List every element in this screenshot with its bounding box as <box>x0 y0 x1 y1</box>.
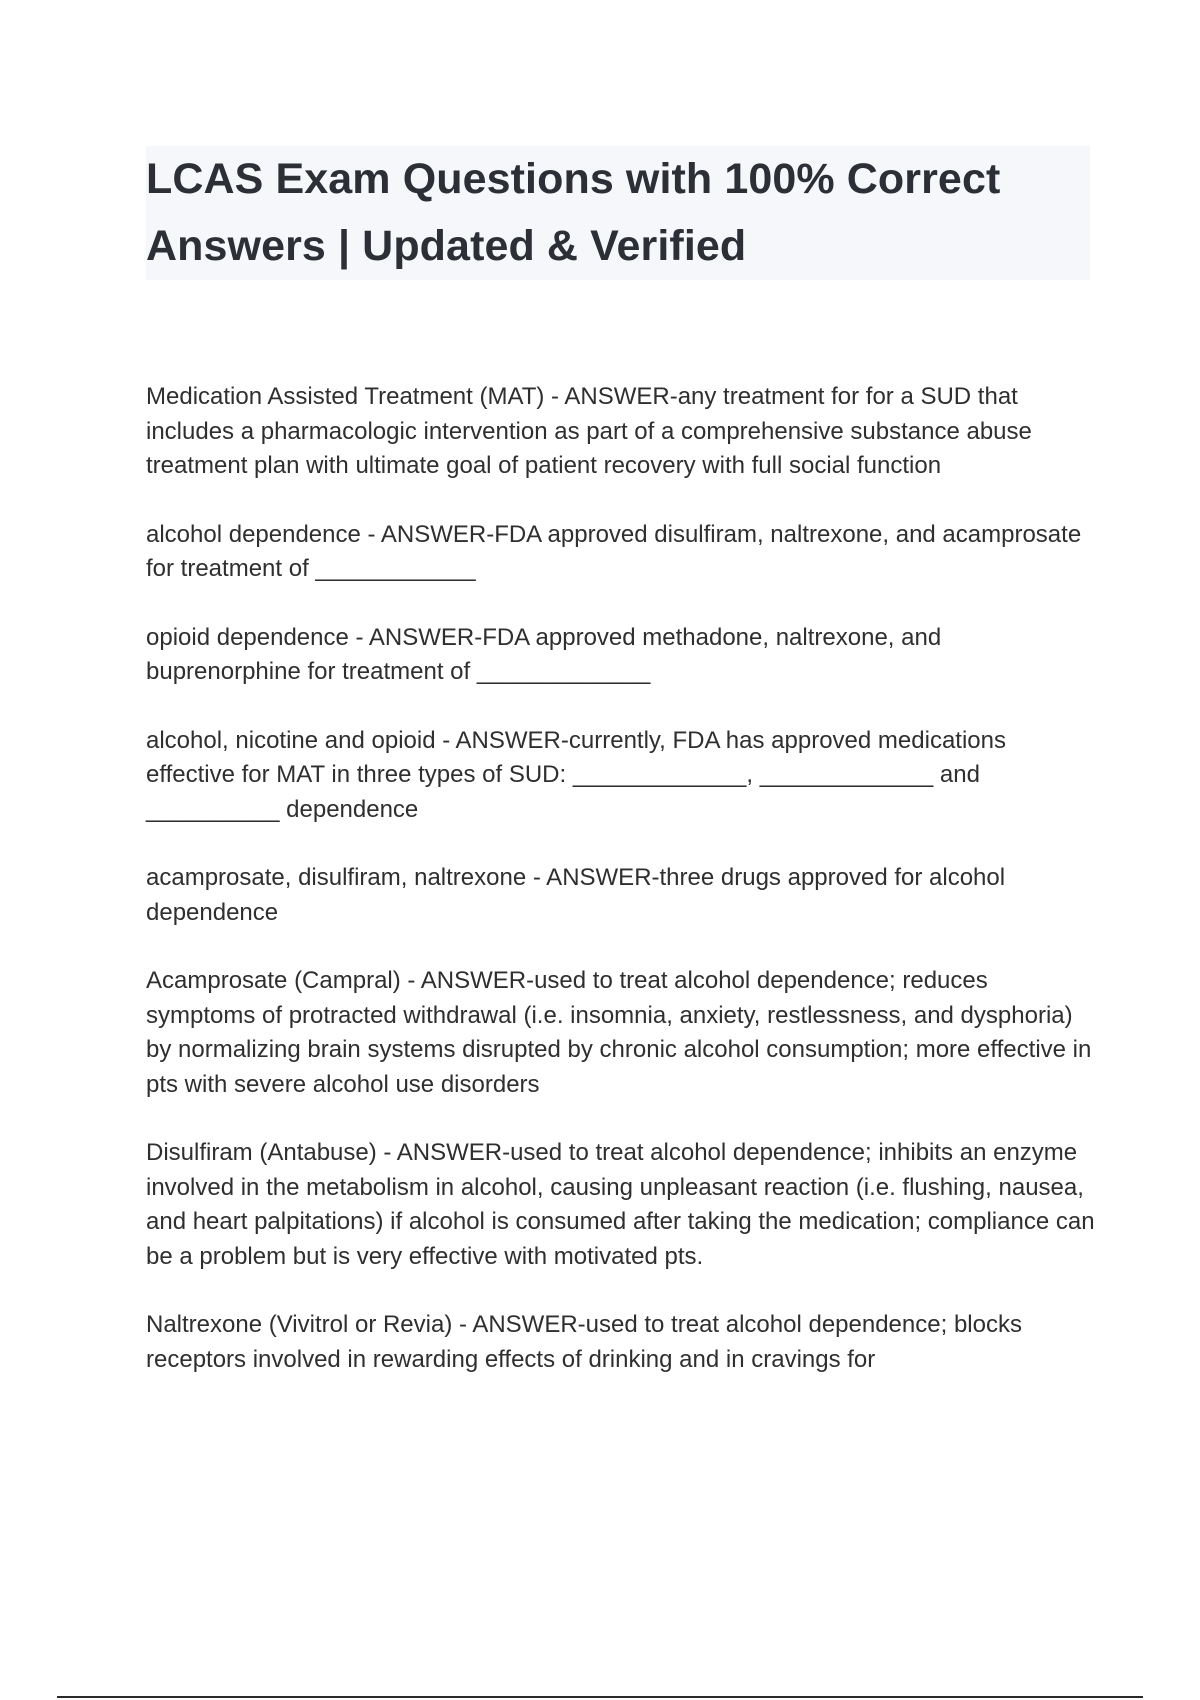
qa-entry-opioid-dependence: opioid dependence - ANSWER-FDA approved methadone, naltrexone, and buprenorphine for treatment of _____________ <box>146 623 942 685</box>
qa-entry-acamprosate: Acamprosate (Campral) - ANSWER-used to treat alcohol dependence; reduces symptoms of protracted withdrawal (i.e. insomnia, anxiety, restlessness, and dysphoria) by normalizing brain systems disrupted by chronic alcohol consumption; more effective in pts with severe alcohol use disorders <box>146 967 1092 1098</box>
document-title: LCAS Exam Questions with 100% Correct Answers | Updated & Verified <box>146 155 1001 270</box>
qa-entry-mat: Medication Assisted Treatment (MAT) - ANSWER-any treatment for for a SUD that includes a pharmacologic intervention as part of a comprehensive substance abuse treatment plan with ultimate goal of patient recovery with full social function <box>146 383 1032 479</box>
qa-entry-three-sud-types: alcohol, nicotine and opioid - ANSWER-currently, FDA has approved medications effective for MAT in three types of SUD: _____________, _____________ and __________ dependence <box>146 726 1006 823</box>
qa-entry-disulfiram: Disulfiram (Antabuse) - ANSWER-used to treat alcohol dependence; inhibits an enzyme involved in the metabolism in alcohol, causing unpleasant reaction (i.e. flushing, nausea, and heart palpitations) if alcohol is consumed after taking the medication; compliance can be a problem but is very effective with motivated pts. <box>146 1139 1095 1270</box>
title-block <box>146 146 1090 280</box>
qa-list <box>146 380 1096 1411</box>
qa-entry-alcohol-dependence: alcohol dependence - ANSWER-FDA approved disulfiram, naltrexone, and acamprosate for treatment of ____________ <box>146 520 1082 582</box>
qa-entry-alcohol-drugs: acamprosate, disulfiram, naltrexone - ANSWER-three drugs approved for alcohol dependence <box>146 864 1006 926</box>
footer-divider <box>57 1696 1143 1698</box>
qa-entry-naltrexone: Naltrexone (Vivitrol or Revia) - ANSWER-used to treat alcohol dependence; blocks receptors involved in rewarding effects of drinking and in cravings for <box>146 1311 1022 1373</box>
